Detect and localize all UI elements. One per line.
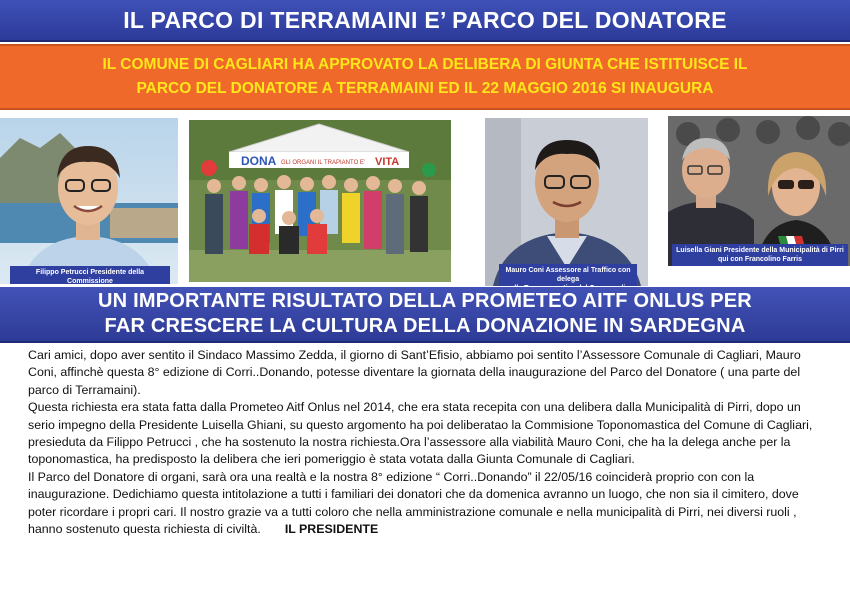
group-photo-image <box>189 120 451 282</box>
page-title-text: IL PARCO DI TERRAMAINI E’ PARCO DEL DONATORE <box>123 6 727 33</box>
photo-petrucci <box>0 118 178 284</box>
tent-text-sub: GLI ORGANI IL TRAPIANTO E' <box>281 160 366 166</box>
subheader-line-2: FAR CRESCERE LA CULTURA DELLA DONAZIONE IN SARDEGNA <box>104 315 746 337</box>
announcement-banner <box>0 44 850 110</box>
photo-ghiani <box>668 116 850 266</box>
letter-paragraph-3 <box>28 469 828 539</box>
caption-coni: Mauro Coni Assessore al Traffico con delega <box>499 264 637 286</box>
caption-ghiani: Luisella Giani Presidente della Municipalità di Pirri qui con Francolino Farris <box>672 244 848 266</box>
letter-paragraph-2: Questa richiesta era stata fatta dalla Prometeo Aitf Onlus nel 2014, che era stata recepita con una delibera dalla Municipalità di Pirri, dopo un serio impegno della Presidente Luisella Ghiani, su questo argomento ha poi deliberatao la Commisione Toponomastica del Comune di Cagliari, presieduta da Filippo Petrucci , che ha sostenuto la nostra richiesta.Ora l’assessore alla viabilità Mauro Coni, che ha la delega anche per la toponomastica, ha predisposto la delibera che ieri pomeriggio è stata votata dalla Giunta Comunale di Cagliari. <box>28 400 813 467</box>
page-title <box>0 0 850 42</box>
letter-paragraph-3-text: Il Parco del Donatore di organi, sarà ora una realtà e la nostra 8° edizione “ Corri..Donando” il 22/05/16 coinciderà proprio con con la inaugurazione. Dedichiamo questa intitolazione a tutti i familiari dei donatori che da domenica avranno un luogo, che non sia il cimitero, dove poter ricordare i propri cari. Il nostro grazie va a tutti coloro che nella amministrazione comunale e nella municipalità di Pirri, nei diversi ruoli , hanno sostenuto questa richiesta di civiltà. <box>28 469 799 537</box>
photo-coni <box>485 118 648 286</box>
letter-signature: IL PRESIDENTE <box>284 522 379 537</box>
announcement-line-1: IL COMUNE DI CAGLIARI HA APPROVATO LA DELIBERA DI GIUNTA CHE ISTITUISCE IL <box>102 56 748 73</box>
announcement-line-2: PARCO DEL DONATORE A TERRAMAINI ED IL 22 MAGGIO 2016 SI INAUGURA <box>136 80 714 97</box>
portrait-coni-image <box>485 118 648 286</box>
letter-paragraph-1: Cari amici, dopo aver sentito il Sindaco Massimo Zedda, il giorno di Sant’Efisio, abbiamo poi sentito l’Assessore Comunale di Cagliari, Mauro Coni, affinchè questa 8° edizione di Corri..Donando, potesse diventare la giornata della inaugurazione del Parco del Donatore ( una parte del parco di Terramaini). <box>28 348 801 397</box>
portrait-petrucci-image <box>0 118 178 284</box>
subheader-line-1: UN IMPORTANTE RISULTATO DELLA PROMETEO AITF ONLUS PER <box>98 290 752 312</box>
photo-group <box>189 120 451 282</box>
caption-petrucci: Filippo Petrucci Presidente della Commissione <box>10 266 170 284</box>
subheader-banner <box>0 287 850 343</box>
tent-text-vita: VITA <box>375 156 400 168</box>
letter-body <box>28 347 828 538</box>
tent-text-dona: DONA <box>241 154 277 168</box>
